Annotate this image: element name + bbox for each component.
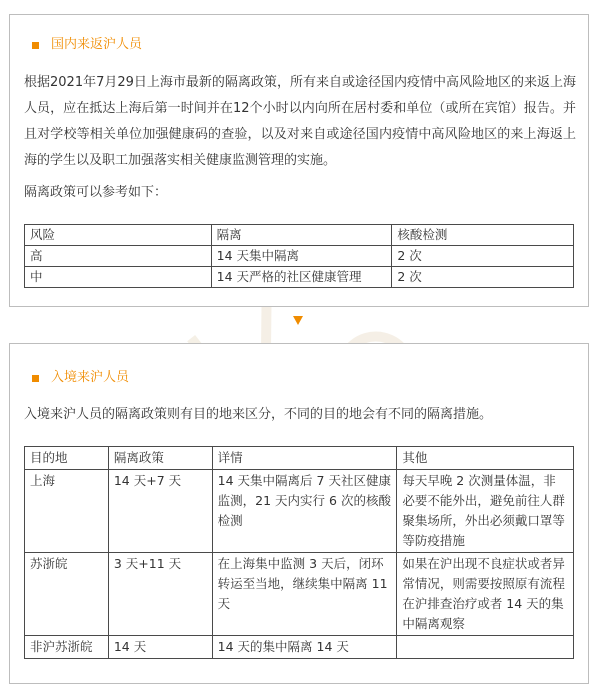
table-cell: 苏浙皖 (25, 553, 109, 636)
inbound-travelers-panel (9, 343, 589, 684)
table-cell: 非沪苏浙皖 (25, 636, 109, 659)
table-cell: 在上海集中监测 3 天后，闭环转运至当地，继续集中隔离 11 天 (212, 553, 397, 636)
risk-table (24, 224, 574, 288)
table-cell: 3 天+11 天 (108, 553, 212, 636)
table-row (25, 470, 574, 553)
table-cell: 上海 (25, 470, 109, 553)
section-heading-domestic (32, 37, 142, 53)
table-row (25, 553, 574, 636)
table-row (25, 267, 574, 288)
table-cell: 2 次 (392, 246, 574, 267)
bullet-square-icon (32, 42, 39, 49)
table-cell: 高 (25, 246, 212, 267)
table-header-cell: 隔离 (211, 225, 392, 246)
table-header-cell: 详情 (212, 447, 397, 470)
policy-note: 隔离政策可以参考如下： (24, 185, 168, 200)
policy-paragraph: 根据2021年7月29日上海市最新的隔离政策，所有来自或途径国内疫情中高风险地区的来返上海人员，应在抵达上海后第一时间并在12个小时以内向所在居村委和单位（或所在宾馆）报告。并且对学校等相关单位加强健康码的查验，以及对来自或途径国内疫情中高风险地区的来上海返上海的学生以及职工加强落实相关健康监测管理的实施。 (24, 75, 576, 168)
table-header-cell: 其他 (397, 447, 574, 470)
down-arrow-icon (293, 316, 303, 325)
domestic-travelers-panel (9, 14, 589, 307)
table-cell: 14 天集中隔离 (211, 246, 392, 267)
section-heading-text: 入境来沪人员 (51, 370, 130, 385)
table-header-cell: 风险 (25, 225, 212, 246)
table-row (25, 246, 574, 267)
table-header-row (25, 447, 574, 470)
table-row (25, 636, 574, 659)
section-heading-text: 国内来返沪人员 (51, 37, 143, 52)
table-cell: 2 次 (392, 267, 574, 288)
table-cell: 中 (25, 267, 212, 288)
table-cell: 14 天严格的社区健康管理 (211, 267, 392, 288)
table-cell: 14 天+7 天 (108, 470, 212, 553)
table-cell (397, 636, 574, 659)
table-header-row (25, 225, 574, 246)
table-cell: 14 天集中隔离后 7 天社区健康监测，21 天内实行 6 次的核酸检测 (212, 470, 397, 553)
table-header-cell: 目的地 (25, 447, 109, 470)
section-heading-inbound (32, 370, 129, 386)
table-cell: 14 天的集中隔离 14 天 (212, 636, 397, 659)
policy-paragraph: 入境来沪人员的隔离政策则有目的地来区分，不同的目的地会有不同的隔离措施。 (24, 407, 493, 422)
table-header-cell: 隔离政策 (108, 447, 212, 470)
bullet-square-icon (32, 375, 39, 382)
table-header-cell: 核酸检测 (392, 225, 574, 246)
table-cell: 14 天 (108, 636, 212, 659)
destination-table (24, 446, 574, 659)
table-cell: 每天早晚 2 次测量体温，非必要不能外出，避免前往人群聚集场所，外出必须戴口罩等等防疫措施 (397, 470, 574, 553)
table-cell: 如果在沪出现不良症状或者异常情况，则需要按照原有流程在沪排查治疗或者 14 天的集中隔离观察 (397, 553, 574, 636)
